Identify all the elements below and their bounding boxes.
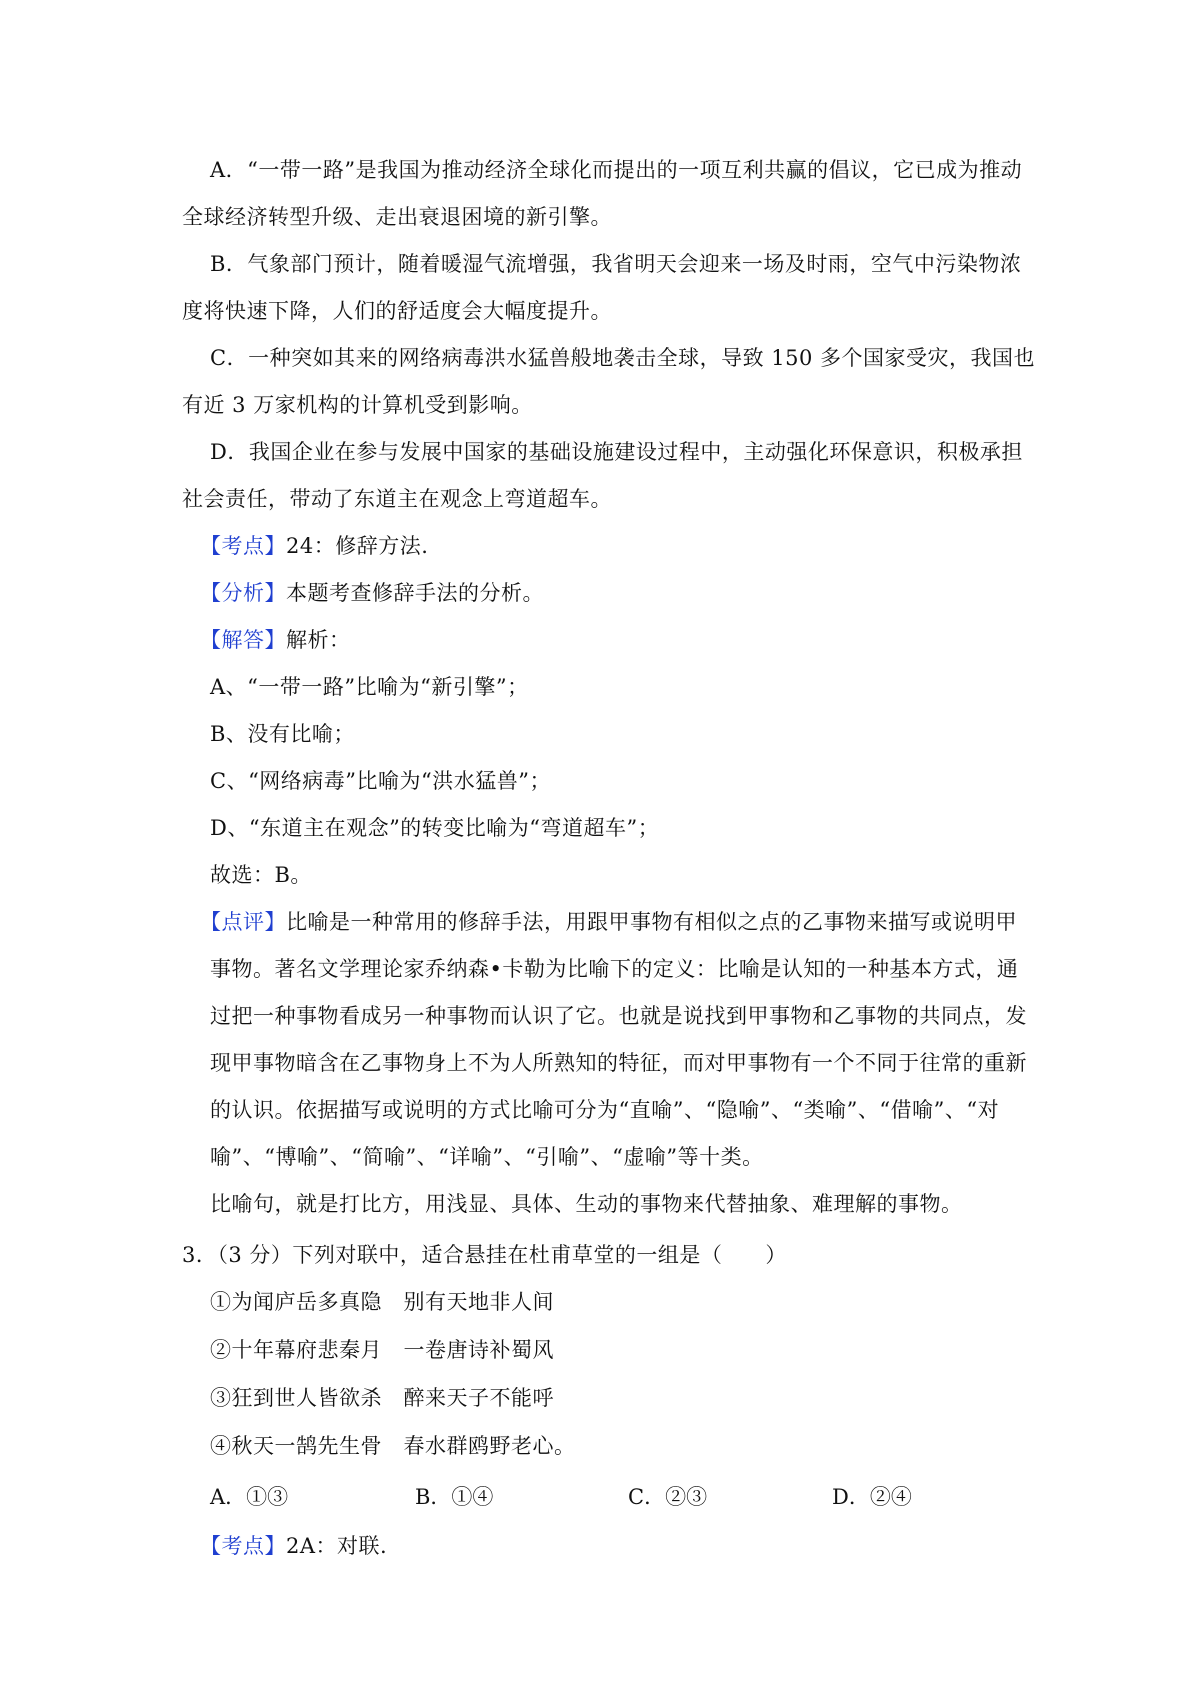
dianping-text-4: 现甲事物暗含在乙事物身上不为人所熟知的特征，而对甲事物有一个不同于往常的重新 [210, 1051, 1027, 1075]
answer-choice: 故选：B。 [210, 863, 312, 887]
option-a-line-1: A．“一带一路”是我国为推动经济全球化而提出的一项互利共赢的倡议，它已成为推动 [210, 158, 1023, 182]
dianping-text-5: 的认识。依据描写或说明的方式比喻可分为“直喻”、“隐喻”、“类喻”、“借喻”、“对 [210, 1098, 1000, 1122]
answer-b: B、没有比喻； [210, 722, 355, 746]
dianping-row [200, 907, 1017, 937]
option-d-line-2: 社会责任，带动了东道主在观念上弯道超车。 [182, 487, 612, 511]
answer-a: A、“一带一路”比喻为“新引擎”； [210, 675, 529, 699]
option-c-line-1: C．一种突如其来的网络病毒洪水猛兽般地袭击全球，导致 150 多个国家受灾，我国也 [210, 346, 1035, 370]
kaodian-row [200, 531, 428, 561]
question-3-options [210, 1482, 1010, 1512]
jieda-row [200, 625, 351, 655]
choice-c: C．②③ [628, 1485, 708, 1509]
fenxi-row [200, 578, 544, 608]
q3-kaodian-row [200, 1531, 387, 1561]
option-b-line-1: B．气象部门预计，随着暖湿气流增强，我省明天会迎来一场及时雨，空气中污染物浓 [210, 252, 1022, 276]
option-b-line-2: 度将快速下降，人们的舒适度会大幅度提升。 [182, 299, 612, 323]
option-a-line-2: 全球经济转型升级、走出衰退困境的新引擎。 [182, 205, 612, 229]
dianping-text-2: 事物。著名文学理论家乔纳森•卡勒为比喻下的定义：比喻是认知的一种基本方式，通 [210, 957, 1019, 981]
kaodian-text: 24：修辞方法. [286, 534, 429, 558]
option-d-line-1: D．我国企业在参与发展中国家的基础设施建设过程中，主动强化环保意识，积极承担 [210, 440, 1023, 464]
choice-d: D．②④ [832, 1485, 912, 1509]
dianping-text-3: 过把一种事物看成另一种事物而认识了它。也就是说找到甲事物和乙事物的共同点，发 [210, 1004, 1027, 1028]
dianping-text-6: 喻”、“博喻”、“简喻”、“详喻”、“引喻”、“虚喻”等十类。 [210, 1145, 764, 1169]
dianping-text-7: 比喻句，就是打比方，用浅显、具体、生动的事物来代替抽象、难理解的事物。 [210, 1192, 963, 1216]
dianping-tag: 【点评】 [200, 910, 286, 934]
question-3-stem: 3．（3 分）下列对联中，适合悬挂在杜甫草堂的一组是（ ） [182, 1243, 787, 1267]
answer-c: C、“网络病毒”比喻为“洪水猛兽”； [210, 769, 552, 793]
option-c-line-2: 有近 3 万家机构的计算机受到影响。 [182, 393, 533, 417]
dianping-text-1: 比喻是一种常用的修辞手法，用跟甲事物有相似之点的乙事物来描写或说明甲 [286, 910, 1017, 934]
q3-kaodian-text: 2A：对联. [286, 1534, 388, 1558]
jieda-tag: 【解答】 [200, 628, 286, 652]
fenxi-text: 本题考查修辞手法的分析。 [286, 581, 544, 605]
jieda-text: 解析： [286, 628, 351, 652]
choice-b: B．①④ [415, 1485, 494, 1509]
couplet-3: ③狂到世人皆欲杀 醉来天子不能呼 [210, 1386, 554, 1410]
fenxi-tag: 【分析】 [200, 581, 286, 605]
couplet-4: ④秋天一鹄先生骨 春水群鸥野老心。 [210, 1434, 576, 1458]
couplet-1: ①为闻庐岳多真隐 别有天地非人间 [210, 1290, 554, 1314]
answer-d: D、“东道主在观念”的转变比喻为“弯道超车”； [210, 816, 660, 840]
kaodian-tag: 【考点】 [200, 534, 286, 558]
choice-a: A．①③ [210, 1485, 289, 1509]
q3-kaodian-tag: 【考点】 [200, 1534, 286, 1558]
couplet-2: ②十年幕府悲秦月 一卷唐诗补蜀风 [210, 1338, 554, 1362]
